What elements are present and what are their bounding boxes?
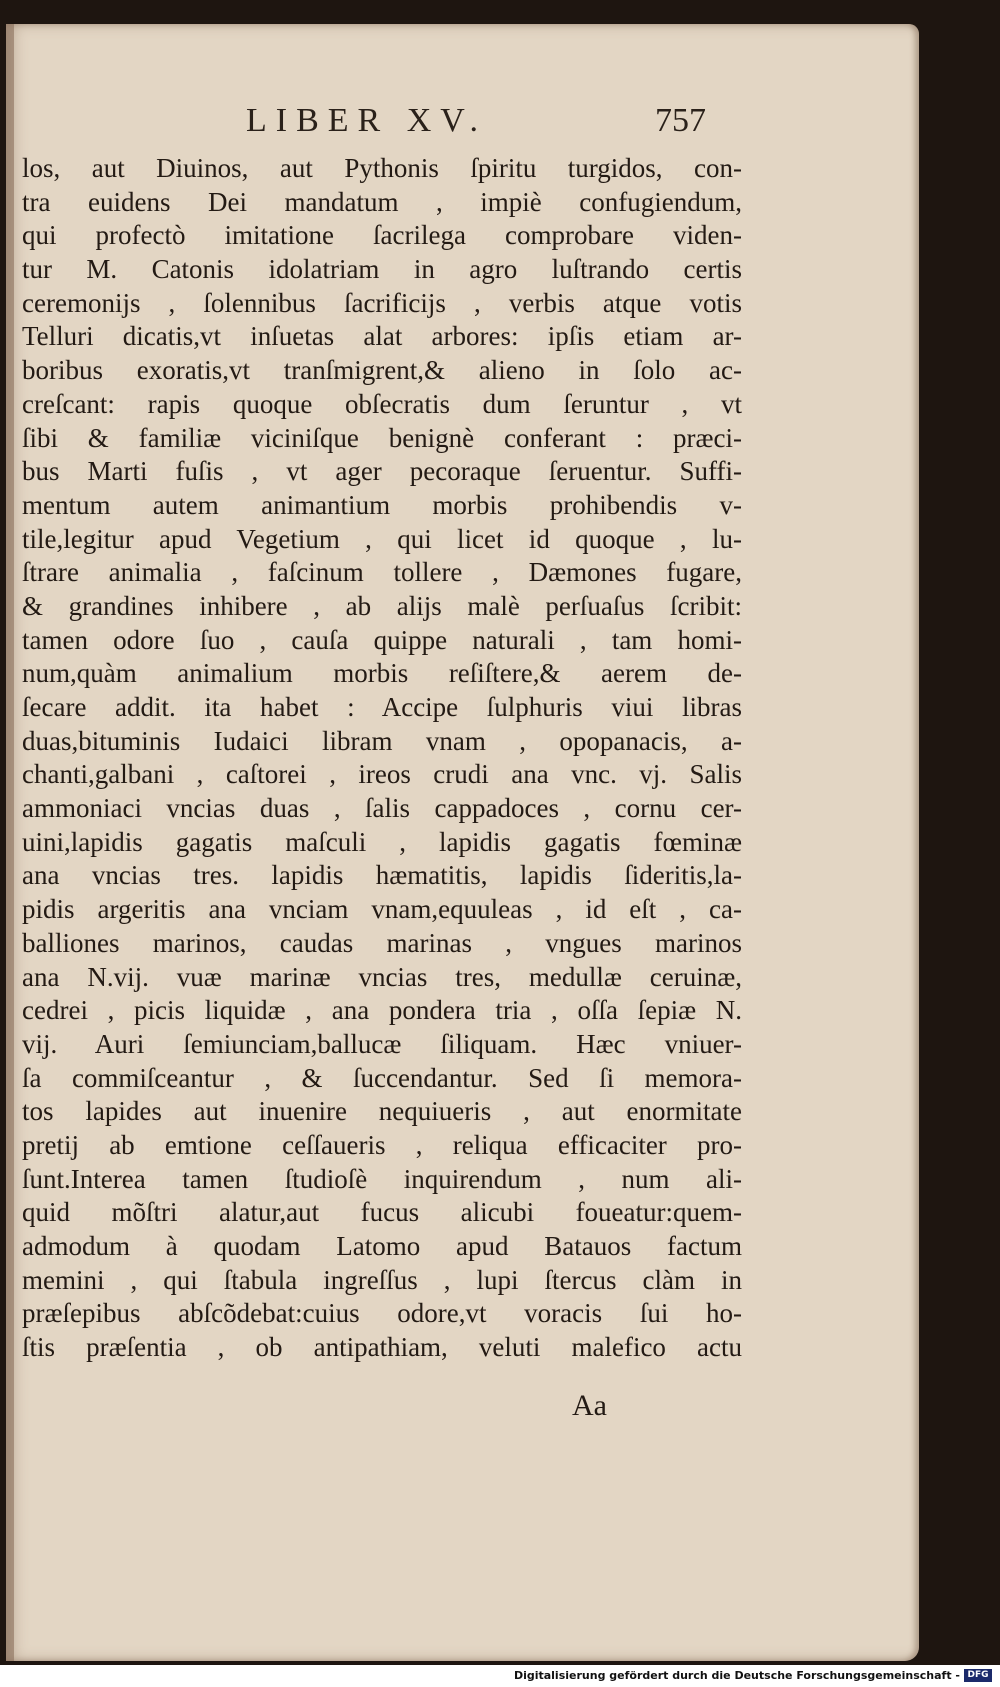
text-line: quid mõſtri alatur,aut fucus alicubi foueatur:quem- [22, 1197, 742, 1228]
text-line: bus Marti fuſis , vt ager pecoraque ſeruentur. Suffi- [22, 456, 742, 487]
text-line: tur M. Catonis idolatriam in agro luſtrando certis [22, 254, 742, 285]
text-line: & grandines inhibere , ab alijs malè perſuaſus ſcribit: [22, 590, 742, 621]
digitization-footer [0, 1665, 1000, 1687]
text-line: ſibi & familiæ viciniſque benignè conferant : præci- [22, 422, 742, 453]
text-line: duas,bituminis Iudaici libram vnam , opopanacis, a- [22, 725, 742, 756]
text-line: ſtrare animalia , faſcinum tollere , Dæmones fugare, [22, 557, 742, 588]
text-line: chanti,galbani , caſtorei , ireos crudi ana vnc. vj. Salis [22, 759, 742, 790]
text-line: mentum autem animantium morbis prohibendis v- [22, 489, 742, 520]
funding-credit: Digitalisierung gefördert durch die Deutsche Forschungsgemeinschaft - [513, 1669, 960, 1682]
text-line: pidis argeritis ana vnciam vnam,equuleas , id eſt , ca- [22, 894, 742, 925]
text-line: boribus exoratis,vt tranſmigrent,& alieno in ſolo ac- [22, 355, 742, 386]
text-line: num,quàm animalium morbis reſiſtere,& aerem de- [22, 658, 742, 689]
text-line: Telluri dicatis,vt inſuetas alat arbores: ipſis etiam ar- [22, 321, 742, 352]
text-line: creſcant: rapis quoque obſecratis dum ſeruntur , vt [22, 388, 742, 419]
catchword-signature: Aa [572, 1389, 607, 1422]
text-line: ammoniaci vncias duas , ſalis cappadoces , cornu cer- [22, 793, 742, 824]
text-line: ſtis præſentia , ob antipathiam, veluti malefico actu [22, 1332, 742, 1363]
text-line: admodum à quodam Latomo apud Batauos factum [22, 1231, 742, 1261]
body-text [22, 152, 742, 1365]
running-head [246, 96, 706, 146]
page-number: 757 [655, 102, 706, 139]
text-line: ceremonijs , ſolennibus ſacrificijs , verbis atque votis [22, 287, 742, 318]
text-line: ana vncias tres. lapidis hæmatitis, lapidis ſideritis,la- [22, 860, 742, 891]
text-line: qui profectò imitatione ſacrilega comprobare viden- [22, 220, 742, 251]
text-line: pretij ab emtione ceſſaueris , reliqua efficaciter pro- [22, 1129, 742, 1160]
running-title: LIBER XV. [246, 102, 487, 139]
text-line: los, aut Diuinos, aut Pythonis ſpiritu turgidos, con- [22, 153, 742, 183]
text-line: uini,lapidis gagatis maſculi , lapidis gagatis fœminæ [22, 826, 742, 857]
text-line: ſa commiſceantur , & ſuccendantur. Sed ſi memora- [22, 1062, 742, 1093]
book-page [6, 24, 919, 1661]
text-line: ana N.vij. vuæ marinæ vncias tres, medullæ ceruinæ, [22, 961, 742, 992]
text-line: tra euidens Dei mandatum , impiè confugiendum, [22, 186, 742, 217]
text-line: ſunt.Interea tamen ſtudioſè inquirendum , num ali- [22, 1163, 742, 1194]
text-line: vij. Auri ſemiunciam,ballucæ ſiliquam. Hæc vniuer- [22, 1028, 742, 1059]
text-line: ſecare addit. ita habet : Accipe ſulphuris viui libras [22, 692, 742, 722]
text-line: cedrei , picis liquidæ , ana pondera tria , oſſa ſepiæ N. [22, 995, 742, 1026]
text-line: memini , qui ſtabula ingreſſus , lupi ſtercus clàm in [22, 1264, 742, 1295]
text-line: tile,legitur apud Vegetium , qui licet id quoque , lu- [22, 523, 742, 554]
dfg-logo: DFG [964, 1669, 992, 1682]
text-line: præſepibus abſcõdebat:cuius odore,vt voracis ſui ho- [22, 1298, 742, 1329]
text-line: tos lapides aut inuenire nequiueris , aut enormitate [22, 1096, 742, 1127]
text-line: balliones marinos, caudas marinas , vngues marinos [22, 927, 742, 958]
text-line: tamen odore ſuo , cauſa quippe naturali , tam homi- [22, 624, 742, 655]
page-binding-shadow [6, 24, 14, 1661]
